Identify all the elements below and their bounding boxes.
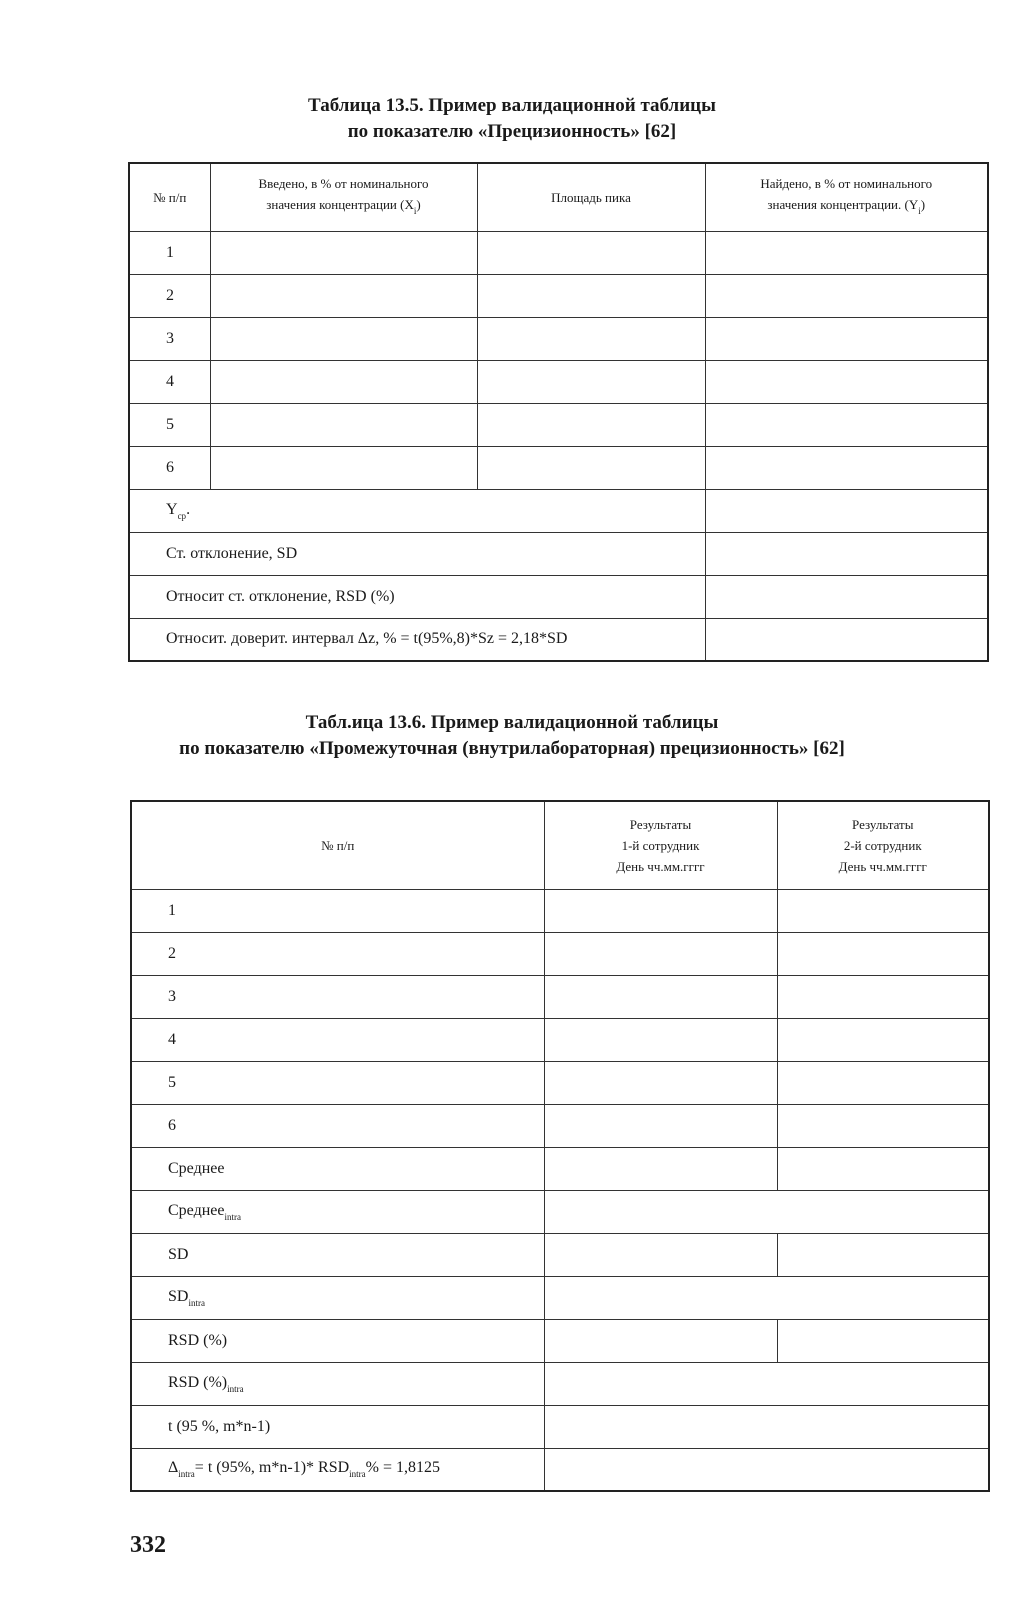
table2-rsd-row — [131, 1319, 989, 1362]
t-value-label: t (95 %, m*n-1) — [131, 1405, 544, 1448]
table-cell — [544, 1233, 777, 1276]
table-cell — [705, 231, 988, 274]
table-cell — [705, 317, 988, 360]
table-cell — [544, 975, 777, 1018]
table-cell — [777, 932, 989, 975]
row-number: 3 — [131, 975, 544, 1018]
table-cell — [210, 231, 477, 274]
table-cell — [477, 231, 705, 274]
table-cell — [705, 618, 988, 661]
table-row — [131, 889, 989, 932]
table1-rsd-row — [129, 575, 988, 618]
table-cell — [544, 1018, 777, 1061]
row-number: 5 — [129, 403, 210, 446]
table-cell — [705, 403, 988, 446]
table-cell — [544, 889, 777, 932]
interval-label: Относит. доверит. интервал Δz, % = t(95%,8)*Sz = 2,18*SD — [129, 618, 705, 661]
table-row — [131, 932, 989, 975]
page-number: 332 — [130, 1532, 166, 1558]
table-row — [129, 274, 988, 317]
table-cell — [777, 1104, 989, 1147]
table-row — [129, 360, 988, 403]
intermediate-precision-table — [130, 800, 990, 1492]
row-number: 4 — [129, 360, 210, 403]
precision-table — [128, 162, 989, 662]
table-cell — [705, 489, 988, 532]
table1-header-found: Найдено, в % от номинального значения концентрации. $(Y_i)$ — [705, 163, 988, 231]
table-cell — [477, 446, 705, 489]
table-cell — [477, 403, 705, 446]
table2-sd-intra-row — [131, 1276, 989, 1319]
table-cell — [705, 446, 988, 489]
table-cell — [544, 1276, 989, 1319]
table2-mean-row — [131, 1147, 989, 1190]
table-cell — [777, 1319, 989, 1362]
table1-caption-line2: по показателю «Прецизионность» [62] — [347, 121, 677, 142]
table-row — [131, 1061, 989, 1104]
table-cell — [544, 1448, 989, 1491]
table1-header-introduced: Введено, в % от номинального значения концентрации $(X_i)$ — [210, 163, 477, 231]
table-cell — [544, 1104, 777, 1147]
table1-header-row — [129, 163, 988, 231]
table-row — [129, 403, 988, 446]
mean-label: $Y_{ср}$. — [129, 489, 705, 532]
table-cell — [210, 446, 477, 489]
table1-header-peak-area: Площадь пика — [477, 163, 705, 231]
table-cell — [210, 317, 477, 360]
delta-label: $\Delta_{intra}= t$ (95%, m*n-1)* $RSD_{intra}\% = 1,8125$ — [131, 1448, 544, 1491]
table-cell — [544, 1190, 989, 1233]
sd-label: SD — [131, 1233, 544, 1276]
table-row — [129, 446, 988, 489]
mean-label: Среднее — [131, 1147, 544, 1190]
table2-caption-line1: Табл.ица 13.6. Пример валидационной таблицы — [305, 712, 719, 733]
row-number: 1 — [129, 231, 210, 274]
row-number: 4 — [131, 1018, 544, 1061]
table-row — [131, 1018, 989, 1061]
table2-caption-line2: по показателю «Промежуточная (внутрилабораторная) прецизионность» [62] — [179, 738, 845, 759]
table-cell — [544, 1362, 989, 1405]
table1-sd-row — [129, 532, 988, 575]
table-row — [131, 975, 989, 1018]
row-number: 2 — [129, 274, 210, 317]
row-number: 1 — [131, 889, 544, 932]
table2-mean-intra-row — [131, 1190, 989, 1233]
row-number: 6 — [129, 446, 210, 489]
table-cell — [544, 1319, 777, 1362]
table2-rsd-intra-row — [131, 1362, 989, 1405]
table-cell — [210, 274, 477, 317]
table-cell — [777, 975, 989, 1018]
sd-label: Ст. отклонение, SD — [129, 532, 705, 575]
table1-mean-row — [129, 489, 988, 532]
table-cell — [477, 360, 705, 403]
table1-interval-row — [129, 618, 988, 661]
table2-sd-row — [131, 1233, 989, 1276]
rsd-label: Относит ст. отклонение, RSD (%) — [129, 575, 705, 618]
table-cell — [705, 532, 988, 575]
table-cell — [705, 274, 988, 317]
table-cell — [477, 317, 705, 360]
table-cell — [210, 360, 477, 403]
table-cell — [210, 403, 477, 446]
table-row — [131, 1104, 989, 1147]
row-number: 3 — [129, 317, 210, 360]
table-cell — [544, 932, 777, 975]
table2-header-row — [131, 801, 989, 889]
table-cell — [777, 1061, 989, 1104]
table-cell — [705, 575, 988, 618]
sd-intra-label: $SD_{intra}$ — [131, 1276, 544, 1319]
row-number: 6 — [131, 1104, 544, 1147]
table-cell — [777, 889, 989, 932]
table-cell — [544, 1147, 777, 1190]
mean-intra-label: Среднее$_{intra}$ — [131, 1190, 544, 1233]
table2-header-employee2: Результаты 2-й сотрудник День чч.мм.гггг — [777, 801, 989, 889]
table2-delta-row — [131, 1448, 989, 1491]
table1-caption-line1: Таблица 13.5. Пример валидационной таблицы — [308, 95, 716, 116]
table2-header-employee1: Результаты 1-й сотрудник День чч.мм.гггг — [544, 801, 777, 889]
table-row — [129, 317, 988, 360]
table-cell — [705, 360, 988, 403]
table-row — [129, 231, 988, 274]
table1-caption — [0, 93, 1024, 145]
rsd-label: RSD (%) — [131, 1319, 544, 1362]
table-cell — [544, 1405, 989, 1448]
table-cell — [777, 1147, 989, 1190]
table1-header-num: № п/п — [129, 163, 210, 231]
row-number: 5 — [131, 1061, 544, 1104]
row-number: 2 — [131, 932, 544, 975]
table2-header-num: № п/п — [131, 801, 544, 889]
table2-t-row — [131, 1405, 989, 1448]
table-cell — [777, 1233, 989, 1276]
table-cell — [477, 274, 705, 317]
rsd-intra-label: RSD $(\%)_{intra}$ — [131, 1362, 544, 1405]
table-cell — [544, 1061, 777, 1104]
table-cell — [777, 1018, 989, 1061]
table2-caption — [0, 710, 1024, 762]
